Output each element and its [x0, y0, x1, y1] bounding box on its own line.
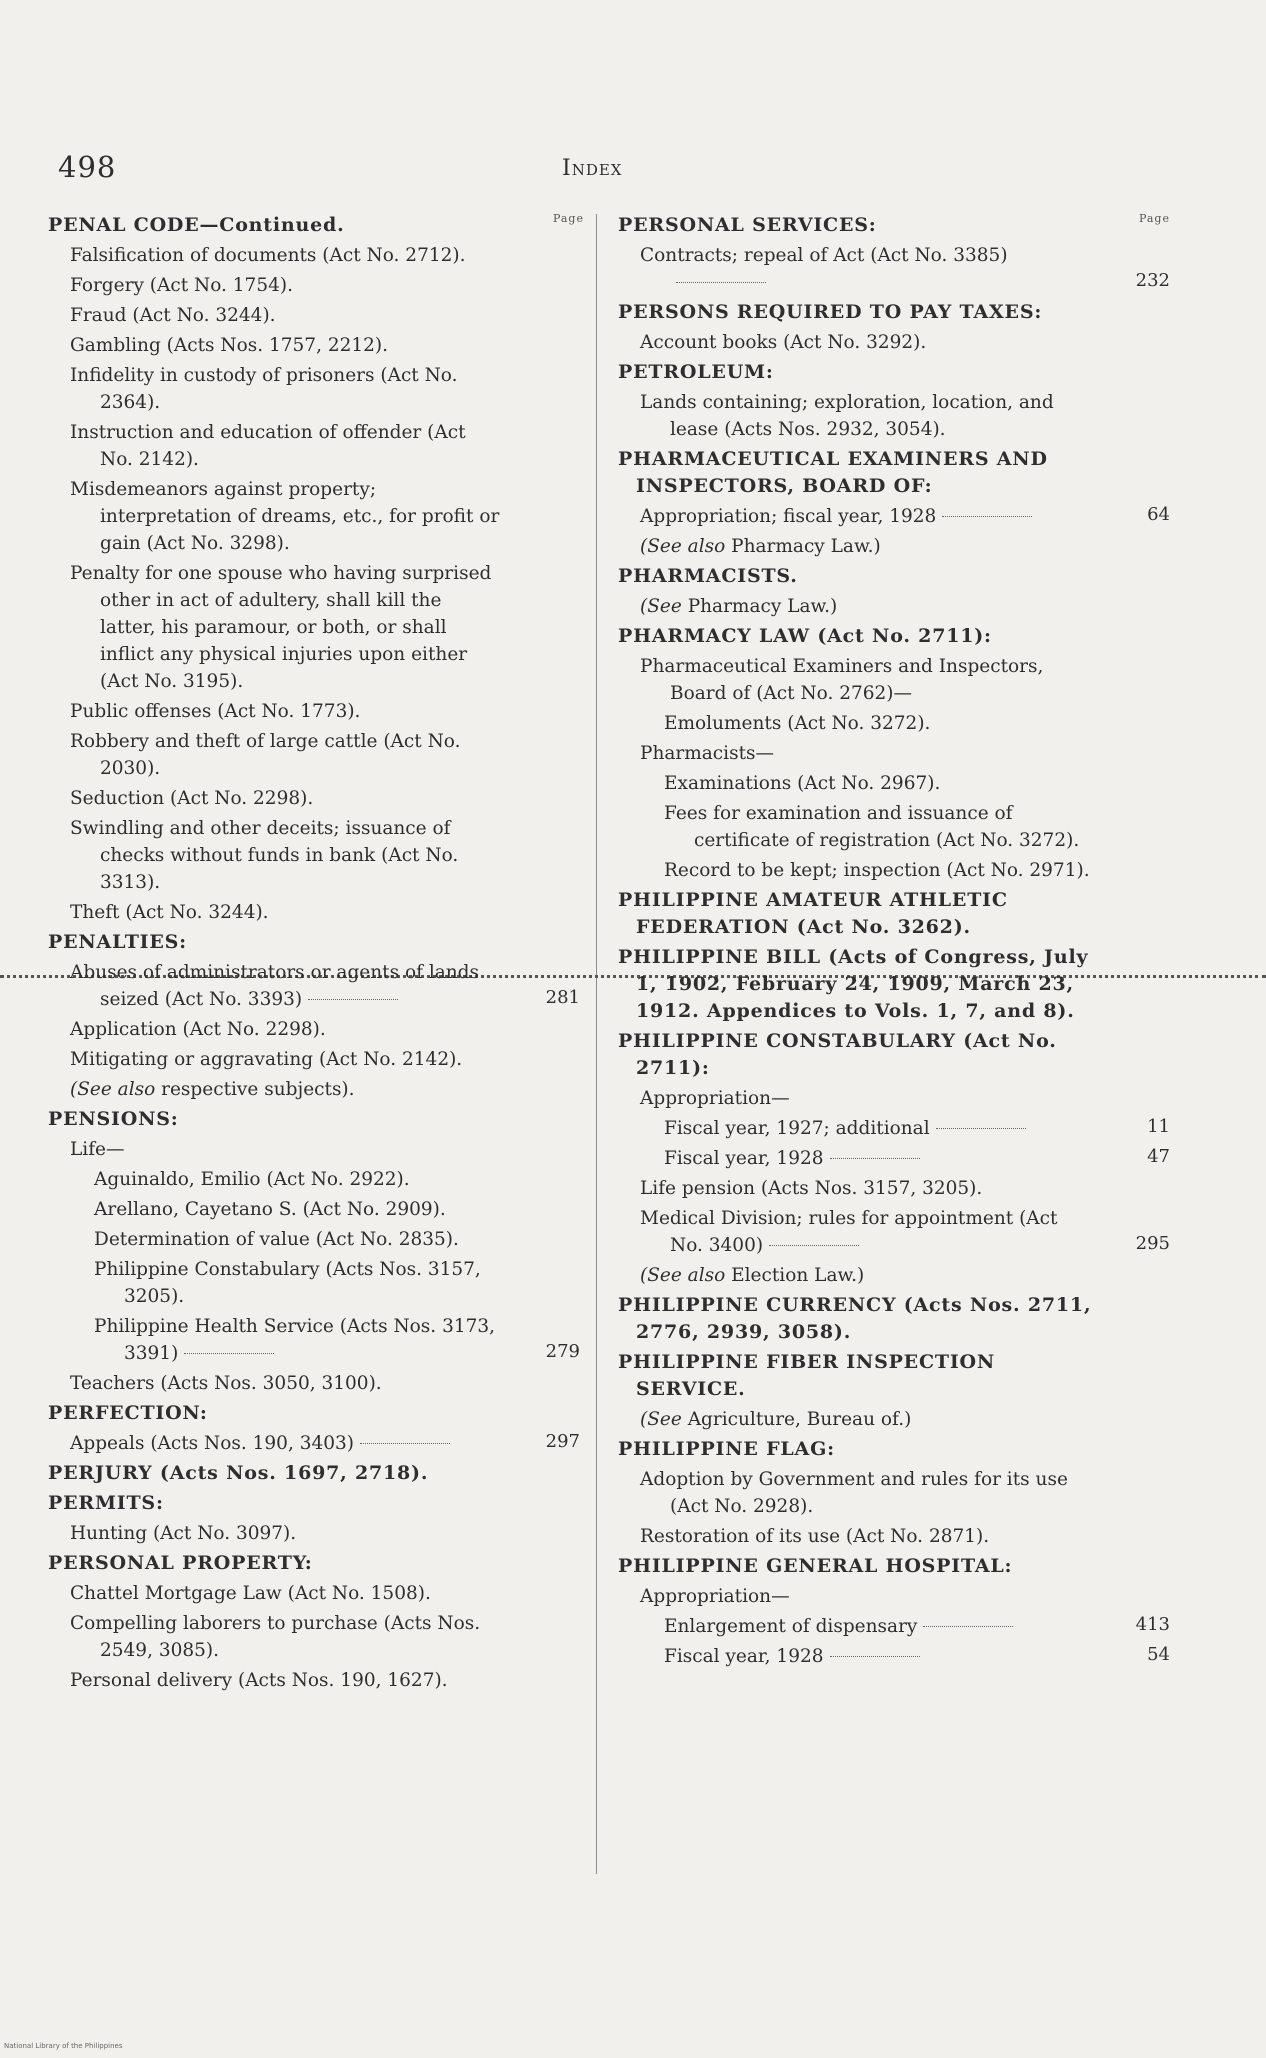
entry-text: Aguinaldo, Emilio (Act No. 2922). — [94, 1169, 410, 1190]
entry-text: Medical Division; rules for appointment (Act No. 3400) — [640, 1208, 1058, 1256]
index-heading — [48, 1490, 580, 1517]
index-entry — [48, 302, 580, 329]
index-entry — [48, 1520, 580, 1547]
index-entry — [48, 272, 580, 299]
see-also-reference — [618, 1262, 1170, 1289]
see-target: Pharmacy Law.) — [731, 536, 881, 557]
index-entry — [618, 857, 1170, 884]
see-target: Pharmacy Law.) — [687, 596, 838, 617]
entry-text: Penalty for one spouse who having surprised other in act of adultery, shall kill the latter, his paramour, or both, or shall inflict any physical injuries upon either (Act No. 3195). — [70, 563, 492, 692]
page-reference: 297 — [545, 1431, 580, 1452]
index-heading — [618, 1028, 1170, 1082]
heading-text: PENALTIES: — [48, 931, 187, 953]
index-entry — [618, 770, 1170, 797]
index-entry — [48, 560, 580, 695]
index-entry — [48, 1136, 580, 1163]
heading-text: PHARMACISTS. — [618, 565, 798, 587]
dot-leader — [769, 1245, 859, 1246]
dot-leader — [676, 282, 766, 283]
see-target: Agriculture, Bureau of.) — [687, 1409, 912, 1430]
page-column-label: Page — [552, 212, 584, 225]
index-heading — [618, 446, 1170, 500]
index-entry — [618, 1523, 1170, 1550]
index-entry — [48, 959, 580, 1013]
heading-text: PHILIPPINE CONSTABULARY (Act No. 2711): — [618, 1030, 1057, 1079]
index-heading — [618, 1436, 1170, 1463]
entry-text: Appropriation; fiscal year, 1928 — [640, 506, 937, 527]
index-entry — [48, 1580, 580, 1607]
entry-text: Appropriation— — [640, 1088, 790, 1109]
see-prefix: (See also — [640, 1265, 726, 1286]
dot-leader — [923, 1626, 1013, 1627]
heading-text: PERSONS REQUIRED TO PAY TAXES: — [618, 301, 1043, 323]
entry-text: Fraud (Act No. 3244). — [70, 305, 276, 326]
index-entry — [48, 698, 580, 725]
heading-text: PHILIPPINE FIBER INSPECTION SERVICE. — [618, 1351, 996, 1400]
dot-leader — [360, 1443, 450, 1444]
see-also-reference — [48, 1076, 580, 1103]
entry-text: Restoration of its use (Act No. 2871). — [640, 1526, 990, 1547]
heading-text: PHILIPPINE GENERAL HOSPITAL: — [618, 1555, 1013, 1577]
entry-text: Robbery and theft of large cattle (Act No. 2030). — [70, 731, 461, 779]
index-heading — [48, 212, 580, 239]
entry-text: Life pension (Acts Nos. 3157, 3205). — [640, 1178, 983, 1199]
index-entry — [48, 1196, 580, 1223]
page-reference: 281 — [545, 987, 580, 1008]
entry-text: Examinations (Act No. 2967). — [664, 773, 941, 794]
entry-text: Application (Act No. 2298). — [70, 1019, 326, 1040]
heading-text: PHILIPPINE AMATEUR ATHLETIC FEDERATION (Act No. 3262). — [618, 889, 1008, 938]
heading-text: PHILIPPINE BILL (Acts of Congress, July 1, 1902, February 24, 1909, March 23, 1912. Appendices to Vols. 1, 7, and 8). — [618, 946, 1089, 1022]
entry-text: Public offenses (Act No. 1773). — [70, 701, 361, 722]
index-entry — [618, 389, 1170, 443]
index-entry — [618, 800, 1170, 854]
heading-text: PHARMACY LAW (Act No. 2711): — [618, 625, 992, 647]
entry-text: Emoluments (Act No. 3272). — [664, 713, 931, 734]
index-entry — [618, 1175, 1170, 1202]
entry-text: Swindling and other deceits; issuance of checks without funds in bank (Act No. 3313). — [70, 818, 459, 893]
index-entry — [48, 1430, 580, 1457]
entry-text: Abuses of administrators or agents of lands seized (Act No. 3393) — [70, 962, 480, 1010]
index-entry — [48, 815, 580, 896]
index-entry — [48, 1313, 580, 1367]
scan-credit: National Library of the Philippines — [4, 2042, 123, 2050]
index-entry — [618, 1583, 1170, 1610]
entry-text: Misdemeanors against property; interpretation of dreams, etc., for profit or gain (Act No. 3298). — [70, 479, 500, 554]
index-entry — [48, 785, 580, 812]
entry-text: Lands containing; exploration, location, and lease (Acts Nos. 2932, 3054). — [640, 392, 1054, 440]
page-reference: 413 — [1135, 1614, 1170, 1635]
page-reference: 11 — [1147, 1116, 1170, 1137]
index-heading — [48, 1400, 580, 1427]
index-heading — [618, 887, 1170, 941]
see-also-reference — [618, 1406, 1170, 1433]
page-reference: 54 — [1147, 1644, 1170, 1665]
index-heading — [618, 212, 1170, 239]
page-reference: 64 — [1147, 504, 1170, 525]
entry-text: Philippine Constabulary (Acts Nos. 3157, 3205). — [94, 1259, 481, 1307]
entry-text: Life— — [70, 1139, 125, 1160]
entry-text: Personal delivery (Acts Nos. 190, 1627). — [70, 1670, 448, 1691]
entry-text: Forgery (Act No. 1754). — [70, 275, 293, 296]
dot-leader — [308, 999, 398, 1000]
index-heading — [618, 944, 1170, 1025]
dot-leader — [830, 1158, 920, 1159]
entry-text: Record to be kept; inspection (Act No. 2971). — [664, 860, 1090, 881]
index-entry — [48, 1256, 580, 1310]
see-prefix: (See — [640, 1409, 682, 1430]
entry-text: Determination of value (Act No. 2835). — [94, 1229, 459, 1250]
entry-text: Teachers (Acts Nos. 3050, 3100). — [70, 1373, 382, 1394]
index-heading — [48, 1550, 580, 1577]
index-entry — [618, 653, 1170, 707]
column-divider — [596, 214, 597, 1874]
see-prefix: (See also — [640, 536, 726, 557]
index-entry — [48, 362, 580, 416]
entry-text: Fiscal year, 1928 — [664, 1646, 824, 1667]
index-heading — [48, 929, 580, 956]
index-entry — [48, 1166, 580, 1193]
page-column-label: Page — [1138, 212, 1170, 225]
see-target: respective subjects). — [161, 1079, 355, 1100]
dot-leader — [830, 1656, 920, 1657]
heading-text: PERFECTION: — [48, 1402, 208, 1424]
entry-text: Infidelity in custody of prisoners (Act No. 2364). — [70, 365, 458, 413]
index-entry — [618, 1643, 1170, 1670]
right-index-column — [618, 212, 1170, 1673]
entry-text: Philippine Health Service (Acts Nos. 3173, 3391) — [94, 1316, 496, 1364]
left-index-column — [48, 212, 584, 1697]
index-heading — [48, 1460, 580, 1487]
heading-text: PHARMACEUTICAL EXAMINERS AND INSPECTORS, BOARD OF: — [618, 448, 1048, 497]
index-entry — [48, 899, 580, 926]
index-heading — [48, 1106, 580, 1133]
page-reference: 279 — [545, 1341, 580, 1362]
page-number: 498 — [58, 150, 117, 184]
heading-text: PERSONAL SERVICES: — [618, 214, 877, 236]
entry-text: Fiscal year, 1928 — [664, 1148, 824, 1169]
dot-leader — [942, 516, 1032, 517]
index-entry — [48, 242, 580, 269]
entry-text: Pharmacists— — [640, 743, 775, 764]
see-also-reference — [618, 533, 1170, 560]
entry-text: Instruction and education of offender (Act No. 2142). — [70, 422, 466, 470]
index-entry — [618, 1115, 1170, 1142]
index-heading — [618, 623, 1170, 650]
dot-leader — [184, 1353, 274, 1354]
index-entry — [618, 1145, 1170, 1172]
index-entry — [48, 1046, 580, 1073]
index-entry — [618, 1613, 1170, 1640]
entry-text: Appeals (Acts Nos. 190, 3403) — [70, 1433, 355, 1454]
index-entry — [618, 740, 1170, 767]
entry-text: Fiscal year, 1927; additional — [664, 1118, 930, 1139]
heading-text: PERSONAL PROPERTY: — [48, 1552, 313, 1574]
index-entry — [618, 710, 1170, 737]
index-entry — [48, 476, 580, 557]
entry-text: Enlargement of dispensary — [664, 1616, 918, 1637]
entry-text: Seduction (Act No. 2298). — [70, 788, 314, 809]
heading-text: PHILIPPINE CURRENCY (Acts Nos. 2711, 2776, 2939, 3058). — [618, 1294, 1092, 1343]
index-heading — [618, 1349, 1170, 1403]
index-entry — [618, 1466, 1170, 1520]
index-entry — [618, 1085, 1170, 1112]
page-reference: 232 — [1135, 270, 1170, 291]
entry-text: Adoption by Government and rules for its use (Act No. 2928). — [640, 1469, 1068, 1517]
index-entry — [48, 332, 580, 359]
index-heading — [618, 1292, 1170, 1346]
entry-text: Falsification of documents (Act No. 2712). — [70, 245, 466, 266]
see-also-reference — [618, 593, 1170, 620]
entry-text: Contracts; repeal of Act (Act No. 3385) — [640, 245, 1008, 266]
index-entry — [618, 503, 1170, 530]
heading-text: PHILIPPINE FLAG: — [618, 1438, 835, 1460]
index-heading — [618, 1553, 1170, 1580]
entry-text: Gambling (Acts Nos. 1757, 2212). — [70, 335, 389, 356]
entry-text: Fees for examination and issuance of certificate of registration (Act No. 3272). — [664, 803, 1080, 851]
index-entry — [48, 1226, 580, 1253]
dot-leader — [936, 1128, 1026, 1129]
index-entry — [48, 728, 580, 782]
see-prefix: (See also — [70, 1079, 156, 1100]
index-heading — [618, 299, 1170, 326]
running-head: Index — [562, 156, 623, 181]
page-reference: 295 — [1135, 1233, 1170, 1254]
entry-text: Arellano, Cayetano S. (Act No. 2909). — [94, 1199, 446, 1220]
index-entry — [48, 1610, 580, 1664]
see-prefix: (See — [640, 596, 682, 617]
heading-text: PETROLEUM: — [618, 361, 774, 383]
index-heading — [618, 563, 1170, 590]
index-entry — [48, 1370, 580, 1397]
index-entry — [618, 1205, 1170, 1259]
index-entry — [48, 419, 580, 473]
entry-text: Compelling laborers to purchase (Acts Nos. 2549, 3085). — [70, 1613, 481, 1661]
entry-text: Chattel Mortgage Law (Act No. 1508). — [70, 1583, 431, 1604]
entry-text: Theft (Act No. 3244). — [70, 902, 269, 923]
entry-text: Appropriation— — [640, 1586, 790, 1607]
entry-text: Account books (Act No. 3292). — [640, 332, 927, 353]
index-entry — [618, 329, 1170, 356]
entry-text: Hunting (Act No. 3097). — [70, 1523, 297, 1544]
see-target: Election Law.) — [731, 1265, 865, 1286]
index-heading — [618, 359, 1170, 386]
entry-text: Pharmaceutical Examiners and Inspectors, Board of (Act No. 2762)— — [640, 656, 1044, 704]
page-reference: 47 — [1147, 1146, 1170, 1167]
heading-text: PENSIONS: — [48, 1108, 179, 1130]
index-entry — [618, 242, 1170, 296]
heading-text: PENAL CODE—Continued. — [48, 214, 345, 236]
heading-text: PERMITS: — [48, 1492, 164, 1514]
index-entry — [48, 1016, 580, 1043]
heading-text: PERJURY (Acts Nos. 1697, 2718). — [48, 1462, 429, 1484]
index-entry — [48, 1667, 580, 1694]
entry-text: Mitigating or aggravating (Act No. 2142). — [70, 1049, 463, 1070]
